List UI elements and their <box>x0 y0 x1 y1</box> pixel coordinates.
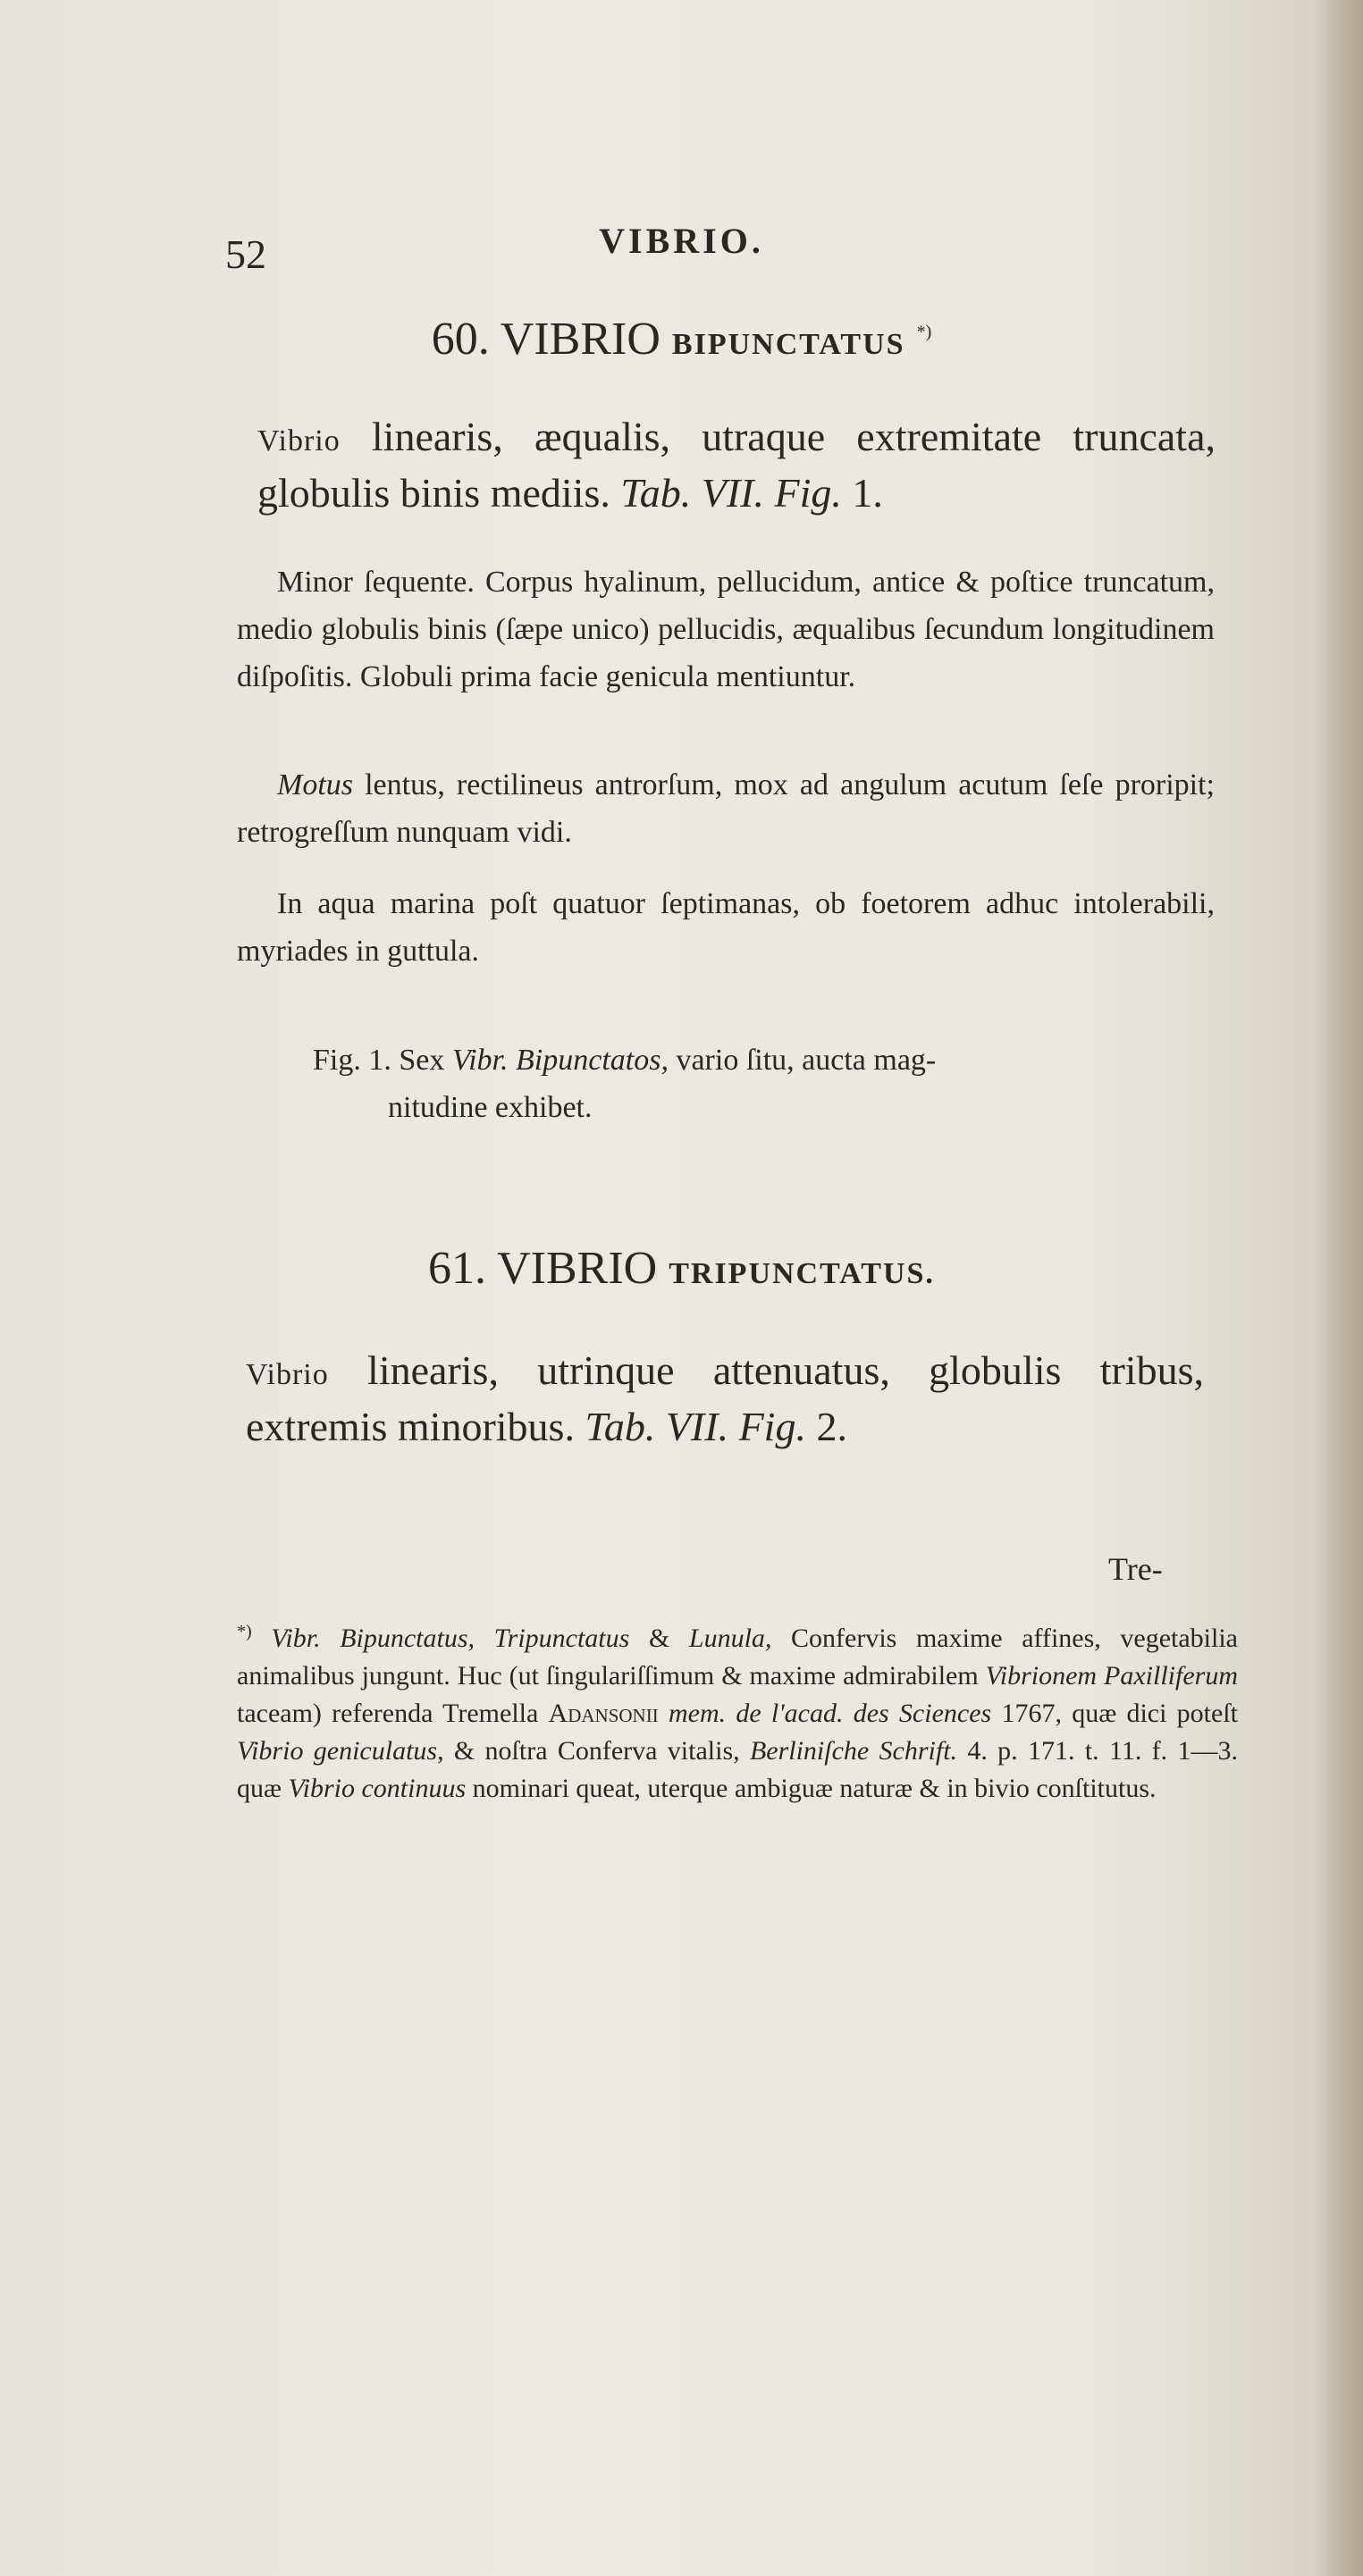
diagnosis-text: linearis, utrinque attenuatus, globulis tribus, extremis minoribus. <box>246 1347 1204 1449</box>
habitat-paragraph: In aqua marina poſt quatuor ſeptimanas, ob foetorem adhuc intolerabili, myriades in guttula. <box>237 887 1215 968</box>
entry-60-heading <box>0 313 1363 365</box>
genus-name: VIBRIO <box>497 1243 658 1294</box>
fn-text-3: 1767, quæ dici poteſt <box>991 1699 1238 1728</box>
fn-amp: & <box>629 1624 689 1653</box>
fn-berlin: Berliniſche Schrift. <box>749 1736 958 1766</box>
fn-memoir: mem. de l'acad. des Sciences <box>658 1699 992 1728</box>
fn-lunula: Lunula, <box>688 1624 772 1653</box>
species-name: TRIPUNCTATUS. <box>669 1257 935 1290</box>
diagnosis-lead: Vibrio <box>246 1358 329 1391</box>
page-number: 52 <box>225 231 266 277</box>
figure-caption-text: vario ſitu, aucta mag- <box>668 1044 937 1077</box>
catchword: Tre- <box>1108 1551 1163 1587</box>
motion-text: lentus, rectilineus antrorſum, mox ad angulum acutum ſeſe proripit; retrogreſſum nunquam vidi. <box>237 768 1215 849</box>
entry-61-heading <box>0 1242 1363 1295</box>
figure-caption-taxon: Vibr. Bipunctatos, <box>451 1044 669 1077</box>
plate-reference-number: 1. <box>841 470 883 516</box>
entry-number: 61. <box>428 1243 487 1294</box>
plate-reference: Tab. VII. Fig. <box>620 470 842 516</box>
description-paragraph: Minor ſequente. Corpus hyalinum, pellucidum, antice & poſtice truncatum, medio globulis binis (ſæpe unico) pellucidis, æqualibus ſecundum longitudinem diſpoſitis. Globuli prima facie genicula mentiuntur. <box>237 566 1215 693</box>
entry-61-diagnosis <box>246 1345 1204 1453</box>
fn-text-5: 4. p. 171. t. 11. f. 1—3. quæ <box>237 1736 1238 1803</box>
fn-text-2: taceam) referenda Tremella <box>237 1699 549 1728</box>
diagnosis-lead: Vibrio <box>257 424 341 457</box>
motion-paragraph <box>237 761 1215 856</box>
fn-taxa: Vibr. Bipunctatus, Tripunctatus <box>271 1624 630 1653</box>
plate-reference-number: 2. <box>805 1404 847 1449</box>
footnote-mark: *) <box>916 322 932 342</box>
fn-paxillifer: Vibrionem Paxilliferum <box>985 1661 1238 1691</box>
fn-adanson: Adansonii <box>548 1699 659 1728</box>
fn-geniculatus: Vibrio geniculatus <box>237 1736 438 1766</box>
fn-text-1: Confervis maxime affines, vegetabilia animalibus jungunt. Huc (ut ſingulariſſimum & maxime admirabilem <box>237 1624 1238 1691</box>
species-name: BIPUNCTATUS <box>671 328 905 361</box>
footnote-mark: *) <box>237 1622 252 1641</box>
genus-name: VIBRIO <box>500 314 660 365</box>
running-head: VIBRIO. <box>599 221 764 261</box>
figure-caption-lead: Fig. 1. Sex <box>313 1044 452 1077</box>
fn-text-4: , & noſtra Conferva vitalis, <box>437 1736 750 1766</box>
fn-continuus: Vibrio continuus <box>288 1774 467 1803</box>
plate-reference: Tab. VII. Fig. <box>585 1404 806 1449</box>
figure-caption-continuation: nitudine exhibet. <box>388 1091 593 1124</box>
entry-60-diagnosis <box>257 411 1216 519</box>
motion-lead: Motus <box>277 768 353 801</box>
entry-number: 60. <box>431 314 490 365</box>
diagnosis-text: linearis, æqualis, utraque extremitate truncata, globulis binis mediis. <box>257 414 1216 516</box>
fn-text-6: nominari queat, uterque ambiguæ naturæ & in bivio conſtitutus. <box>466 1774 1157 1803</box>
footnote <box>237 1613 1238 1808</box>
figure-caption <box>313 1036 1216 1131</box>
